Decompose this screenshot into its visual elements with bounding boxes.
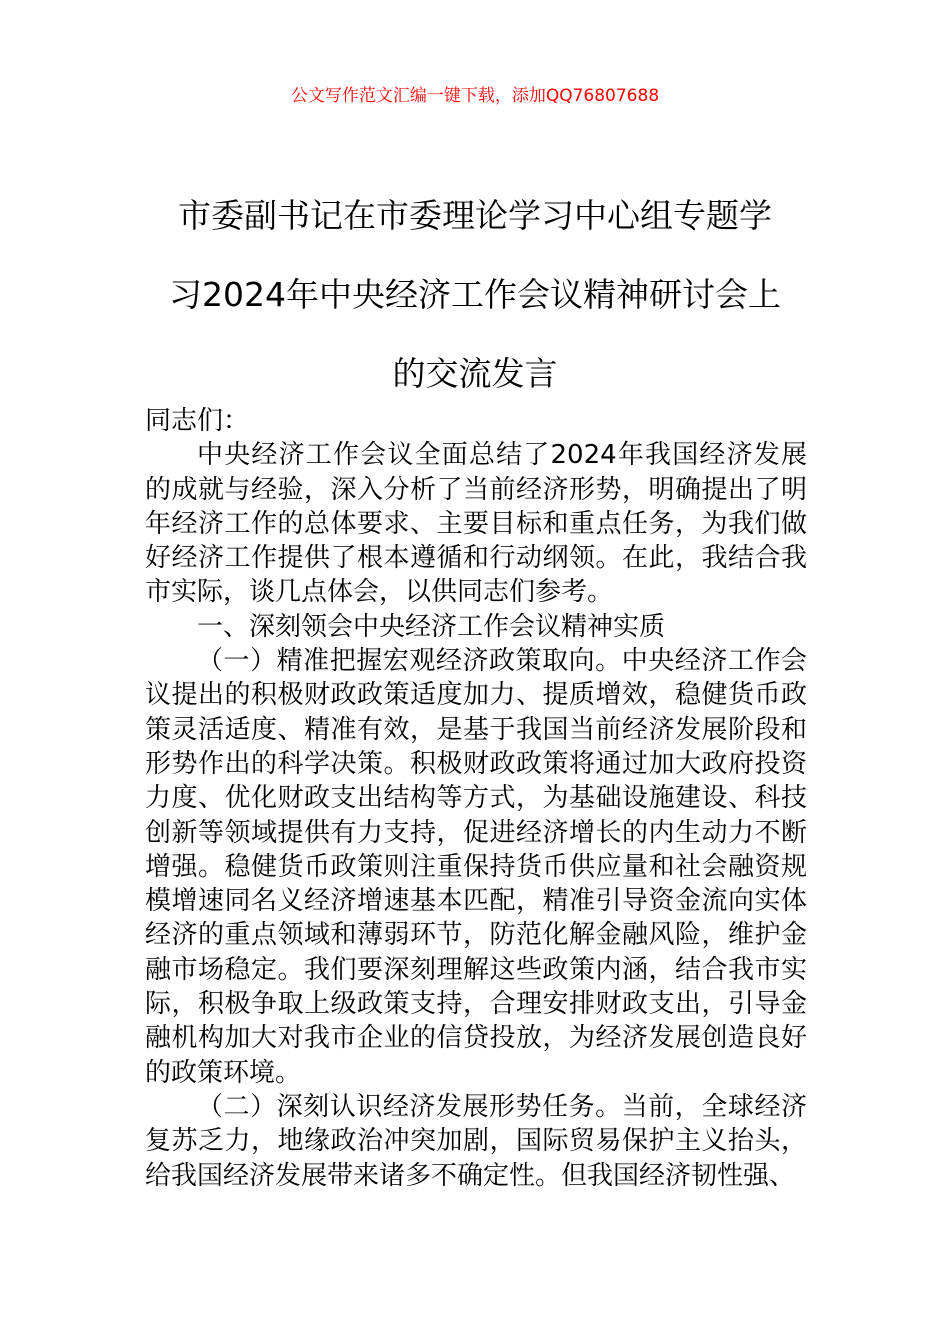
paragraph-situation: （二）深刻认识经济发展形势任务。当前，全球经济复苏乏力，地缘政治冲突加剧，国际贸易保护主义抬头，给我国经济发展带来诸多不确定性。但我国经济韧性强、 bbox=[145, 1091, 807, 1191]
document-body bbox=[145, 404, 807, 1193]
paragraph-intro: 中央经济工作会议全面总结了2024年我国经济发展的成就与经验，深入分析了当前经济形势，明确提出了明年经济工作的总体要求、主要目标和重点任务，为我们做好经济工作提供了根本遵循和行动纲领。在此，我结合我市实际，谈几点体会，以供同志们参考。 bbox=[145, 440, 807, 608]
section-heading-1: 一、深刻领会中央经济工作会议精神实质 bbox=[197, 611, 666, 642]
document-title bbox=[140, 176, 810, 413]
salutation: 同志们： bbox=[145, 406, 250, 436]
title-line-3: 的交流发言 bbox=[392, 354, 558, 393]
download-banner[interactable]: 公文写作范文汇编一键下载，添加QQ76807688 bbox=[290, 86, 660, 106]
title-line-1: 市委副书记在市委理论学习中心组专题学 bbox=[178, 196, 772, 235]
title-line-2: 习2024年中央经济工作会议精神研讨会上 bbox=[169, 275, 781, 314]
paragraph-policy: （一）精准把握宏观经济政策取向。中央经济工作会议提出的积极财政政策适度加力、提质增效，稳健货币政策灵活适度、精准有效，是基于我国当前经济发展阶段和形势作出的科学决策。积极财政政策将通过加大政府投资力度、优化财政支出结构等方式，为基础设施建设、科技创新等领域提供有力支持，促进经济增长的内生动力不断增强。稳健货币政策则注重保持货币供应量和社会融资规模增速同名义经济增速基本匹配，精准引导资金流向实体经济的重点领域和薄弱环节，防范化解金融风险，维护金融市场稳定。我们要深刻理解这些政策内涵，结合我市实际，积极争取上级政策支持，合理安排财政支出，引导金融机构加大对我市企业的信贷投放，为经济发展创造良好的政策环境。 bbox=[145, 646, 807, 1088]
